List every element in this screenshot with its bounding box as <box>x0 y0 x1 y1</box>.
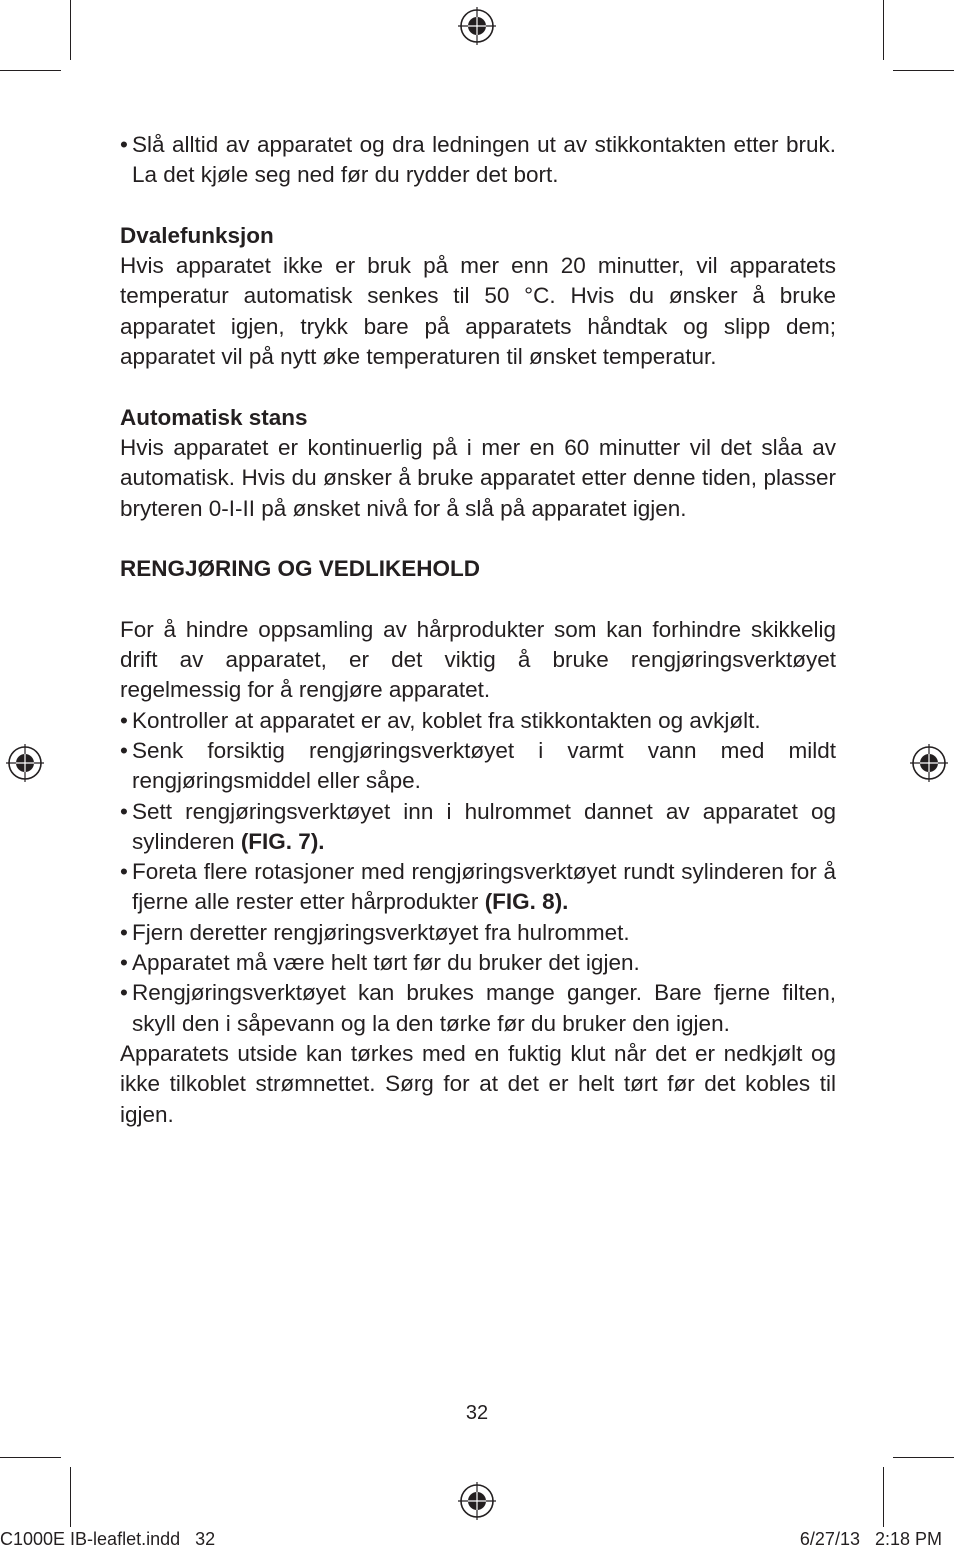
figure-reference: (FIG. 8). <box>484 889 569 915</box>
slug-timestamp: 6/27/13 2:18 PM <box>799 1529 942 1549</box>
bullet-marker: • <box>120 859 128 885</box>
bullet-text: Foreta flere rotasjoner med rengjøringsverktøyet rundt sylinderen for å fjerne alle rester etter hårprodukter <box>132 859 836 915</box>
bullet-marker: • <box>120 919 128 945</box>
crop-mark <box>893 1457 954 1458</box>
bullet-text: Kontroller at apparatet er av, koblet fra stikkontakten og avkjølt. <box>132 707 761 733</box>
bullet-marker: • <box>120 132 128 157</box>
bullet-item <box>120 918 836 948</box>
bullet-marker: • <box>120 798 128 824</box>
bullet-marker: • <box>120 980 128 1006</box>
bullet-text: Fjern deretter rengjøringsverktøyet fra hulrommet. <box>132 919 630 945</box>
bullet-item <box>120 736 836 797</box>
bullet-text: Sett rengjøringsverktøyet inn i hulrommet dannet av apparatet og sylinderen <box>132 798 836 854</box>
bullet-marker: • <box>120 707 128 733</box>
section-heading: Automatisk stans <box>120 404 308 430</box>
bullet-item <box>120 857 836 918</box>
bullet-item <box>120 978 836 1039</box>
cleaning-heading: RENGJØRING OG VEDLIKEHOLD <box>120 556 481 582</box>
crop-mark <box>0 1457 61 1458</box>
cleaning-intro: For å hindre oppsamling av hårprodukter som kan forhindre skikkelig drift av apparatet, er det viktig å bruke rengjøringsverktøyet regelmessig for å rengjøre apparatet. <box>120 616 836 703</box>
section-text: Hvis apparatet ikke er bruk på mer enn 20 minutter, vil apparatets temperatur automatisk senkes til 50 °C. Hvis du ønsker å bruke apparatet igjen, trykk bare på apparatets håndtak og slipp dem; apparatet vil på nytt øke temperaturen til ønsket temperatur. <box>120 253 836 370</box>
crop-mark <box>883 1467 884 1527</box>
page-number: 32 <box>465 1402 489 1424</box>
bullet-item <box>120 948 836 978</box>
bullet-marker: • <box>120 950 128 976</box>
slug-file-info: C1000E IB-leaflet.indd 32 <box>0 1529 216 1549</box>
page-content <box>120 130 836 1130</box>
registration-mark-icon <box>458 1482 496 1520</box>
bullet-item <box>120 706 836 736</box>
bullet-item <box>120 797 836 858</box>
registration-mark-icon <box>458 7 496 45</box>
bullet-marker: • <box>120 737 128 763</box>
bullet-text: Slå alltid av apparatet og dra ledningen ut av stikkontakten etter bruk. La det kjøle seg ned før du rydder det bort. <box>132 132 836 188</box>
cleaning-outro: Apparatets utside kan tørkes med en fuktig klut når det er nedkjølt og ikke tilkoblet strømnettet. Sørg for at det er helt tørt før det kobles til igjen. <box>120 1040 836 1127</box>
bullet-text: Senk forsiktig rengjøringsverktøyet i varmt vann med mildt rengjøringsmiddel eller såpe. <box>132 737 836 794</box>
section-heading: Dvalefunksjon <box>120 222 274 248</box>
crop-mark <box>0 70 61 71</box>
crop-mark <box>883 0 884 60</box>
bullet-text: Apparatet må være helt tørt før du bruker det igjen. <box>132 950 640 976</box>
bullet-text: Rengjøringsverktøyet kan brukes mange ganger. Bare fjerne filten, skyll den i såpevann og la den tørke før du bruker den igjen. <box>132 980 836 1036</box>
registration-mark-icon <box>910 744 948 782</box>
figure-reference: (FIG. 7). <box>240 828 325 854</box>
crop-mark <box>893 70 954 71</box>
crop-mark <box>70 0 71 60</box>
registration-mark-icon <box>6 744 44 782</box>
crop-mark <box>70 1467 71 1527</box>
section-text: Hvis apparatet er kontinuerlig på i mer en 60 minutter vil det slåa av automatisk. Hvis du ønsker å bruke apparatet etter denne tiden, plasser bryteren 0-I-II på ønsket nivå for å slå på apparatet igjen. <box>120 434 836 521</box>
bullet-item <box>120 130 836 191</box>
